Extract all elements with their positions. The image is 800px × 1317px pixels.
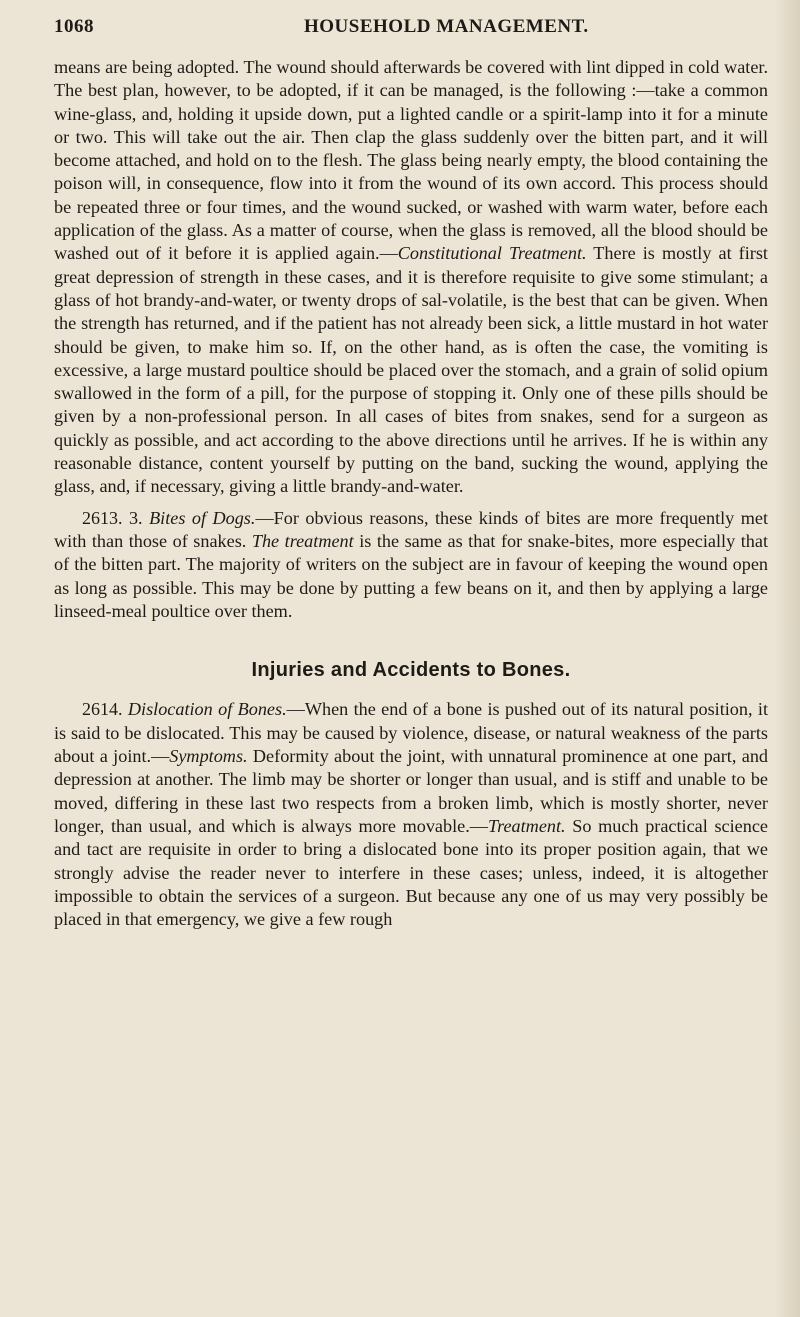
italic-run: The treatment [251, 530, 354, 551]
page-number: 1068 [54, 16, 94, 37]
paragraph-number: 2614. [82, 699, 123, 720]
paragraph-bites-of-dogs [54, 507, 768, 623]
text-run: —For obvious reasons, these kinds of bites are more frequently met with than those of snakes. [54, 507, 769, 551]
text-run: There is mostly at first great depression of strength in these cases, and it is therefore requisite to give some stimulant; a glass of hot brandy-and-water, or twenty drops of sal-volatile, is the best that can be given. When the strength has returned, and if the patient has not already been sick, a little mustard in hot water should be given, to make him so. If, on the other hand, as is often the case, the vomiting is excessive, a large mustard poultice should be placed over the stomach, and a grain of solid opium swallowed in the form of a pill, for the purpose of stopping it. Only one of these pills should be given by a non-professional person. In all cases of bites from snakes, send for a surgeon as quickly as possible, and act according to the above directions until he arrives. If he is within any reasonable distance, content yourself by putting on the band, sucking the wound, applying the glass, and, if necessary, giving a little brandy-and-water. [54, 243, 768, 497]
paragraph-dislocation-of-bones [54, 698, 768, 931]
paragraph-title: Bites of Dogs. [149, 507, 256, 528]
page-edge-shadow [774, 0, 800, 1317]
text-run: means are being adopted. The wound should afterwards be covered with lint dipped in cold water. The best plan, however, to be adopted, if it can be managed, is the following :—take a common wine-glass, and, holding it upside down, put a lighted candle or a spirit-lamp into it for a minute or two. This will take out the air. Then clap the glass suddenly over the bitten part, and it will become attached, and hold on to the flesh. The glass being nearly empty, the blood containing the poison will, in consequence, flow into it from the wound of its own accord. This process should be repeated three or four times, and the wound sucked, or washed with warm water, before each application of the glass. As a matter of course, when the glass is removed, all the blood should be washed out of it before it is applied again.— [54, 57, 768, 264]
text-run: 3. [122, 507, 150, 528]
body-text [54, 56, 768, 931]
running-head [54, 16, 768, 46]
section-heading: Injuries and Accidents to Bones. [251, 659, 571, 682]
paragraph-number: 2613. [82, 507, 123, 528]
text-run: is the same as that for snake-bites, more especially that of the bitten part. The majority of writers on the subject are in favour of keeping the wound open as long as possible. This may be done by putting a few beans on it, and then by applying a large linseed-meal poultice over them. [54, 530, 768, 621]
paragraph-snake-bite-continued [54, 56, 768, 499]
text-run: Deformity about the joint, with unnatural prominence at one part, and depression at another. The limb may be shorter or longer than usual, and is stiff and unable to be moved, differing in these last two respects from a broken limb, which is mostly shorter, never longer, than usual, and which is always more movable.— [54, 746, 769, 836]
running-title: HOUSEHOLD MANAGEMENT. [304, 16, 589, 37]
italic-run: Constitutional Treatment. [397, 243, 587, 264]
text-run: So much practical science and tact are requisite in order to bring a dislocated bone into its proper position again, that we strongly advise the reader never to interfere in these cases; unless, indeed, it is altogether impossible to obtain the services of a surgeon. But because any one of us may very possibly be placed in that emergency, we give a few rough [54, 815, 768, 930]
italic-run: Treatment. [487, 815, 566, 836]
text-run: —When the end of a bone is pushed out of its natural position, it is said to be dislocated. This may be caused by violence, disease, or natural weakness of the parts about a joint.— [54, 699, 769, 767]
italic-run: Symptoms. [169, 746, 248, 767]
paragraph-title: Dislocation of Bones. [127, 699, 287, 720]
